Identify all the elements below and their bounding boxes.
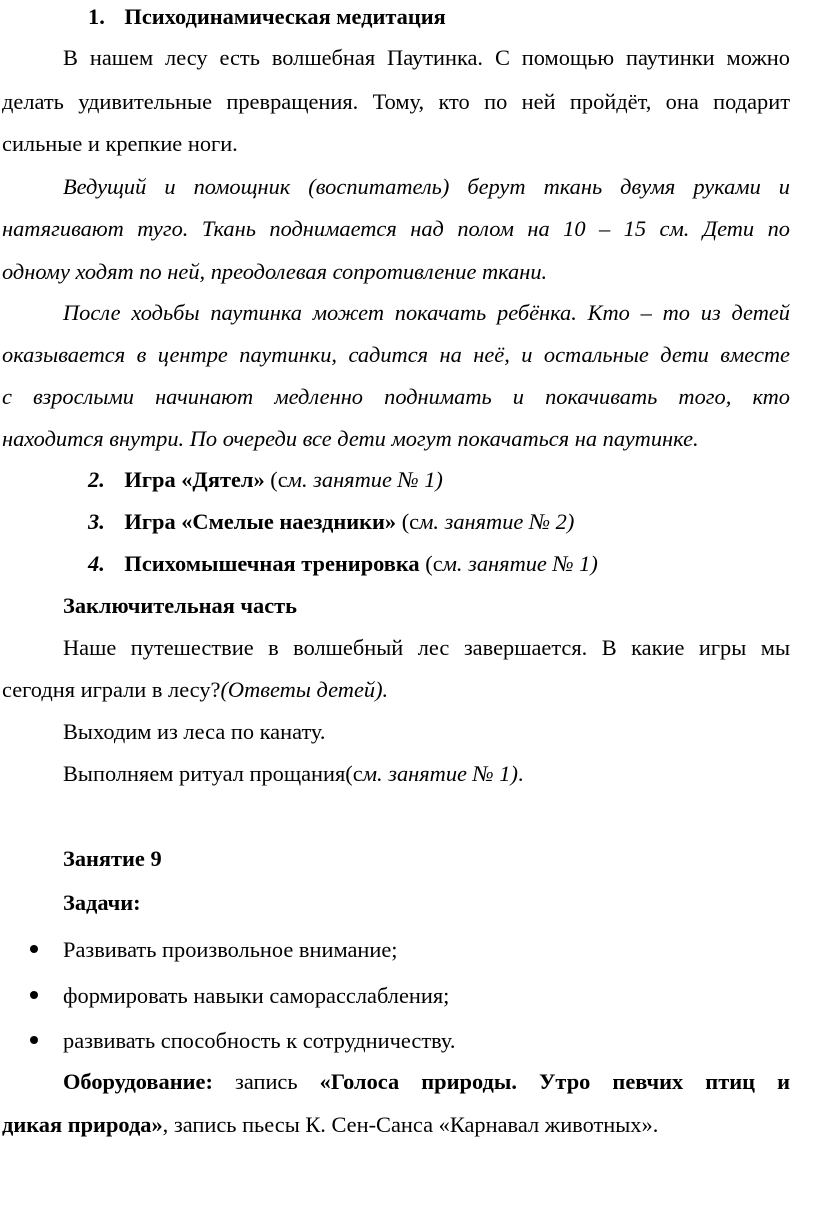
section-title: Психодинамическая медитация bbox=[124, 4, 446, 29]
game-ref-open: (с bbox=[396, 509, 420, 534]
paragraph-line: После ходьбы паутинка может покачать ребёнка. Кто – то из детей bbox=[63, 300, 790, 325]
paragraph-line: делать удивительные превращения. Тому, кто по ней пройдёт, она подарит bbox=[2, 89, 790, 114]
paragraph-line: В нашем лесу есть волшебная Паутинка. С помощью паутинки можно bbox=[63, 45, 790, 70]
answer-hint: (Ответы детей). bbox=[220, 677, 389, 702]
final-heading: Заключительная часть bbox=[63, 593, 298, 618]
ritual-text: Выполняем ритуал прощания(с bbox=[63, 761, 363, 786]
paragraph-line bbox=[63, 759, 816, 789]
paragraph-line bbox=[2, 675, 816, 705]
bullet-icon bbox=[30, 991, 38, 999]
lesson-title: Занятие 9 bbox=[63, 846, 162, 871]
game-ref: м. занятие № 2) bbox=[419, 509, 575, 534]
game-title: Игра «Дятел» bbox=[124, 467, 265, 492]
section-number: 1. bbox=[88, 4, 105, 29]
game-item bbox=[88, 465, 816, 495]
game-ref: м. занятие № 1) bbox=[442, 551, 598, 576]
equipment-text: запись bbox=[212, 1069, 320, 1094]
question-text: сегодня играли в лесу? bbox=[2, 677, 221, 702]
game-number: 2. bbox=[88, 467, 105, 492]
task-item: Развивать произвольное внимание; bbox=[63, 937, 398, 962]
game-title: Игра «Смелые наездники» bbox=[124, 509, 397, 534]
ritual-end: . bbox=[517, 761, 524, 786]
equipment-record-title-end: дикая природа» bbox=[2, 1112, 163, 1137]
task-item: формировать навыки саморасслабления; bbox=[63, 983, 450, 1008]
paragraph-line: Наше путешествие в волшебный лес завершается. В какие игры мы bbox=[63, 635, 790, 660]
equipment-text-end: , запись пьесы К. Сен-Санса «Карнавал животных». bbox=[162, 1112, 659, 1137]
paragraph-line: одному ходят по ней, преодолевая сопротивление ткани. bbox=[2, 259, 548, 284]
game-ref: м. занятие № 1) bbox=[287, 467, 443, 492]
equipment-line bbox=[2, 1110, 816, 1140]
equipment-line bbox=[63, 1067, 790, 1097]
game-number: 4. bbox=[88, 551, 105, 576]
paragraph-line: натягивают туго. Ткань поднимается над полом на 10 – 15 см. Дети по bbox=[2, 216, 790, 241]
tasks-label: Задачи: bbox=[63, 890, 141, 915]
paragraph-line: сильные и крепкие ноги. bbox=[2, 131, 238, 156]
paragraph-line: Выходим из леса по канату. bbox=[63, 719, 326, 744]
section-heading bbox=[88, 2, 816, 32]
game-item bbox=[88, 549, 816, 579]
game-item bbox=[88, 507, 816, 537]
paragraph-line: с взрослыми начинают медленно поднимать и покачивать того, кто bbox=[2, 384, 790, 409]
ritual-ref: м. занятие № 1) bbox=[362, 761, 518, 786]
game-number: 3. bbox=[88, 509, 105, 534]
task-item: развивать способность к сотрудничеству. bbox=[63, 1028, 456, 1053]
paragraph-line: оказывается в центре паутинки, садится на неё, и остальные дети вместе bbox=[2, 342, 790, 367]
equipment-record-title: «Голоса природы. Утро певчих птиц и bbox=[319, 1069, 790, 1094]
bullet-icon bbox=[30, 1036, 38, 1044]
paragraph-line: находится внутри. По очереди все дети могут покачаться на паутинке. bbox=[2, 426, 699, 451]
bullet-icon bbox=[30, 945, 38, 953]
game-ref-open: (с bbox=[264, 467, 288, 492]
paragraph-line: Ведущий и помощник (воспитатель) берут ткань двумя руками и bbox=[63, 174, 790, 199]
game-title: Психомышечная тренировка bbox=[124, 551, 420, 576]
game-ref-open: (с bbox=[419, 551, 443, 576]
equipment-label: Оборудование: bbox=[63, 1069, 213, 1094]
